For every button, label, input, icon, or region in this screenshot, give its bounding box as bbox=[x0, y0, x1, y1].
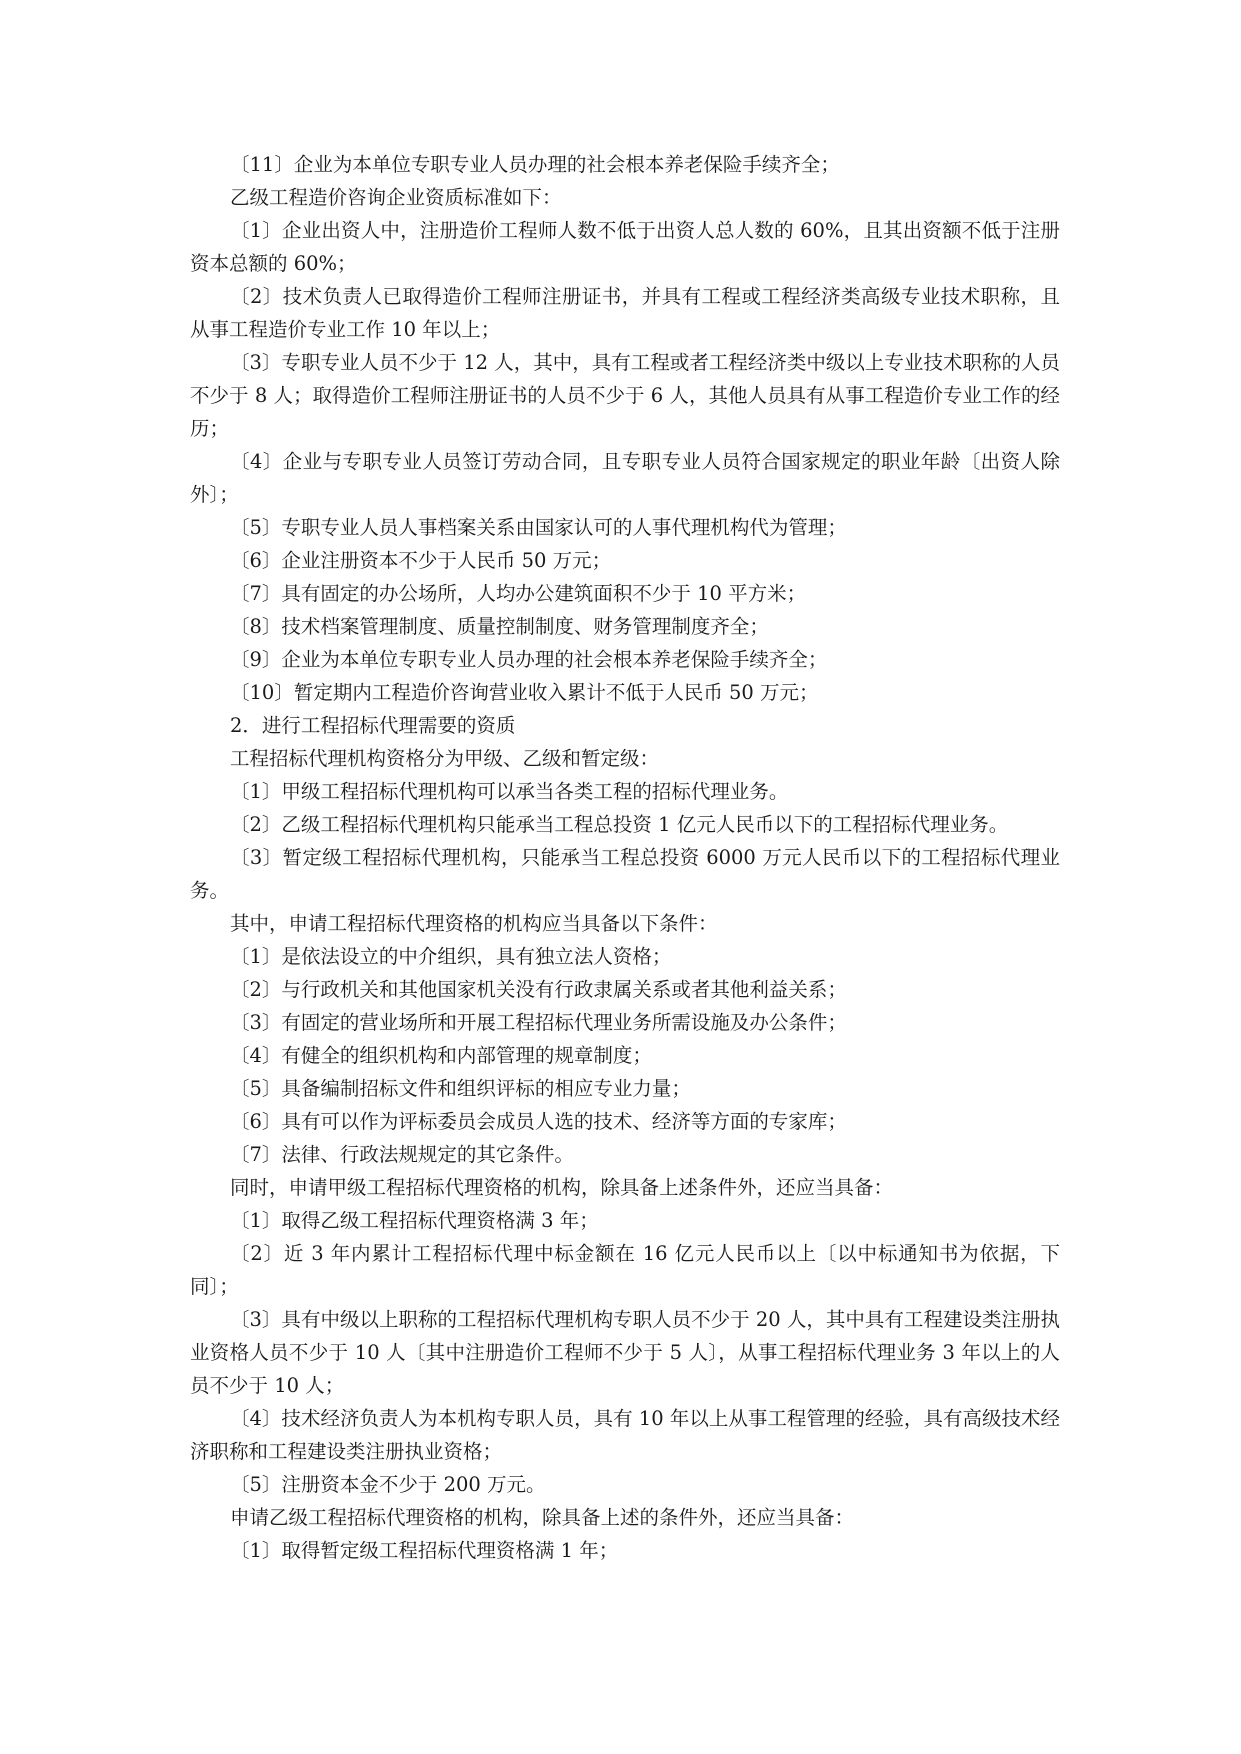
paragraph: 〔11〕企业为本单位专职专业人员办理的社会根本养老保险手续齐全； bbox=[230, 153, 840, 176]
paragraph: 〔7〕具有固定的办公场所，人均办公建筑面积不少于 10 平方米； bbox=[230, 582, 807, 605]
paragraph: 〔3〕具有中级以上职称的工程招标代理机构专职人员不少于 20 人，其中具有工程建设类注册执业资格人员不少于 10 人〔其中注册造价工程师不少于 5 人〕，从事工程招标代理业务 3 年以上的人员不少于 10 人； bbox=[190, 1308, 1060, 1397]
paragraph: 〔2〕技术负责人已取得造价工程师注册证书，并具有工程或工程经济类高级专业技术职称，且从事工程造价专业工作 10 年以上； bbox=[190, 285, 1060, 341]
paragraph: 〔7〕法律、行政法规规定的其它条件。 bbox=[230, 1143, 574, 1166]
paragraph: 〔5〕专职专业人员人事档案关系由国家认可的人事代理机构代为管理； bbox=[230, 516, 847, 539]
paragraph: 〔8〕技术档案管理制度、质量控制制度、财务管理制度齐全； bbox=[230, 615, 769, 638]
paragraph: 〔1〕是依法设立的中介组织，具有独立法人资格； bbox=[230, 945, 672, 968]
paragraph: 〔5〕具备编制招标文件和组织评标的相应专业力量； bbox=[230, 1077, 691, 1100]
paragraph: 〔6〕企业注册资本不少于人民币 50 万元； bbox=[230, 549, 612, 572]
paragraph: 〔5〕注册资本金不少于 200 万元。 bbox=[230, 1473, 546, 1496]
paragraph: 〔3〕有固定的营业场所和开展工程招标代理业务所需设施及办公条件； bbox=[230, 1011, 847, 1034]
paragraph: 申请乙级工程招标代理资格的机构，除具备上述的条件外，还应当具备： bbox=[230, 1506, 855, 1529]
paragraph: 〔1〕甲级工程招标代理机构可以承当各类工程的招标代理业务。 bbox=[230, 780, 789, 803]
paragraph: 〔1〕取得暂定级工程招标代理资格满 1 年； bbox=[230, 1539, 619, 1562]
paragraph: 〔2〕乙级工程招标代理机构只能承当工程总投资 1 亿元人民币以下的工程招标代理业务。 bbox=[230, 813, 1009, 836]
paragraph: 〔3〕暂定级工程招标代理机构，只能承当工程总投资 6000 万元人民币以下的工程招标代理业务。 bbox=[190, 846, 1060, 902]
paragraph: 〔3〕专职专业人员不少于 12 人，其中，具有工程或者工程经济类中级以上专业技术职称的人员不少于 8 人；取得造价工程师注册证书的人员不少于 6 人，其他人员具有从事工程造价专业工作的经历； bbox=[190, 351, 1060, 440]
paragraph: 〔6〕具有可以作为评标委员会成员人选的技术、经济等方面的专家库； bbox=[230, 1110, 847, 1133]
paragraph: 〔1〕企业出资人中，注册造价工程师人数不低于出资人总人数的 60%，且其出资额不低于注册资本总额的 60%； bbox=[190, 219, 1060, 275]
paragraph: 〔2〕近 3 年内累计工程招标代理中标金额在 16 亿元人民币以上〔以中标通知书为依据，下同〕； bbox=[190, 1242, 1060, 1298]
paragraph: 〔1〕取得乙级工程招标代理资格满 3 年； bbox=[230, 1209, 599, 1232]
paragraph: 〔4〕企业与专职专业人员签订劳动合同，且专职专业人员符合国家规定的职业年龄〔出资人除外〕； bbox=[190, 450, 1060, 506]
paragraph: 同时，申请甲级工程招标代理资格的机构，除具备上述条件外，还应当具备： bbox=[230, 1176, 894, 1199]
document-body bbox=[190, 148, 1060, 1567]
paragraph: 工程招标代理机构资格分为甲级、乙级和暂定级： bbox=[230, 747, 660, 770]
paragraph: 乙级工程造价咨询企业资质标准如下： bbox=[230, 186, 562, 209]
paragraph: 其中，申请工程招标代理资格的机构应当具备以下条件： bbox=[230, 912, 718, 935]
paragraph: 〔9〕企业为本单位专职专业人员办理的社会根本养老保险手续齐全； bbox=[230, 648, 828, 671]
paragraph: 〔4〕有健全的组织机构和内部管理的规章制度； bbox=[230, 1044, 652, 1067]
paragraph: 〔4〕技术经济负责人为本机构专职人员，具有 10 年以上从事工程管理的经验，具有高级技术经济职称和工程建设类注册执业资格； bbox=[190, 1407, 1060, 1463]
paragraph: 〔2〕与行政机关和其他国家机关没有行政隶属关系或者其他利益关系； bbox=[230, 978, 847, 1001]
section-heading: 2．进行工程招标代理需要的资质 bbox=[230, 714, 516, 737]
paragraph: 〔10〕暂定期内工程造价咨询营业收入累计不低于人民币 50 万元； bbox=[230, 681, 819, 704]
